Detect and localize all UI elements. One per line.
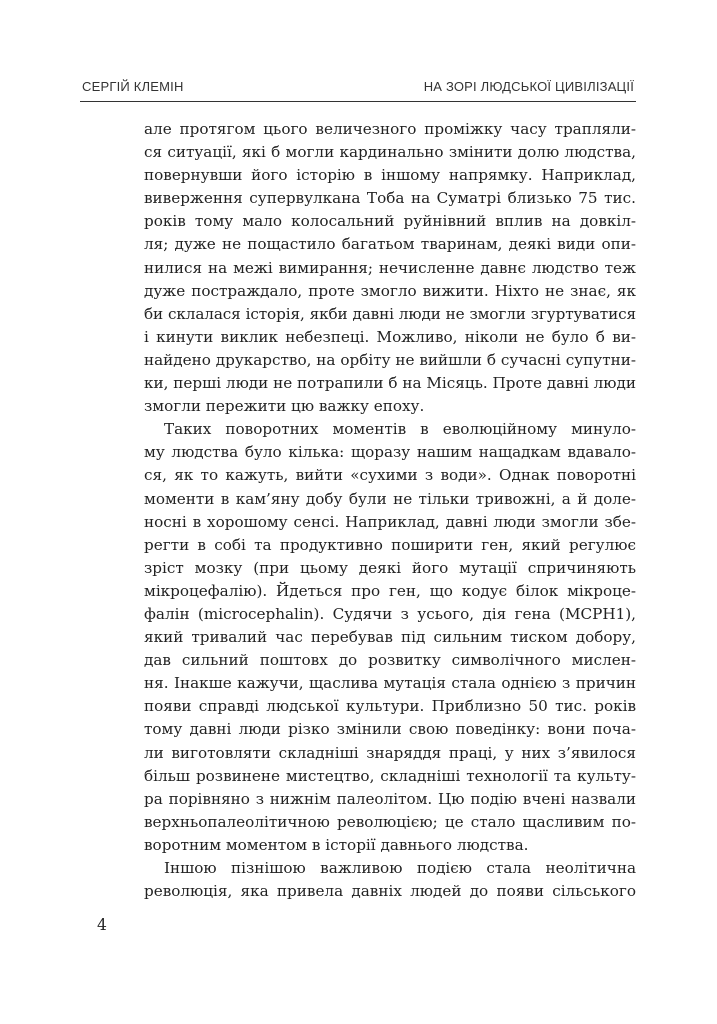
- text-line: ся, як то кажуть, вийти «сухими з води». Однак поворотні: [144, 466, 636, 485]
- running-head-title: НА ЗОРІ ЛЮДСЬКОЇ ЦИВІЛІЗАЦІЇ: [423, 79, 634, 94]
- text-line: який тривалий час перебував під сильним тиском добору,: [144, 628, 636, 647]
- text-line: воротним моментом в історії давнього людства.: [144, 835, 529, 854]
- text-line: носні в хорошому сенсі. Наприклад, давні люди змогли збе-: [144, 512, 636, 531]
- text-line: появи справді людської культури. Приблизно 50 тис. років: [144, 697, 636, 716]
- text-line: мікроцефалію). Йдеться про ген, що кодує білок мікроце-: [144, 581, 636, 600]
- text-line: і кинути виклик небезпеці. Можливо, ніколи не було б ви-: [144, 327, 636, 346]
- text-line: Таких поворотних моментів в еволюційному минуло-: [164, 420, 636, 439]
- text-line: ки, перші люди не потрапили б на Місяць. Проте давні люди: [144, 374, 636, 393]
- text-line: повернувши його історію в іншому напрямку. Наприклад,: [144, 166, 636, 185]
- page-number: 4: [97, 916, 107, 934]
- running-head-author: СЕРГІЙ КЛЕМІН: [82, 79, 184, 94]
- text-line: дав сильний поштовх до розвитку символічного мислен-: [144, 651, 636, 670]
- text-line: років тому мало колосальний руйнівний вплив на довкіл-: [144, 212, 636, 231]
- text-line: змогли пережити цю важку епоху.: [144, 397, 425, 416]
- text-line: дуже постраждало, проте змогло вижити. Ніхто не знає, як: [144, 281, 636, 300]
- text-line: му людства було кілька: щоразу нашим нащадкам вдавало-: [144, 443, 636, 462]
- text-line: регти в собі та продуктивно поширити ген, який регулює: [144, 535, 636, 554]
- text-line: але протягом цього величезного проміжку часу трапляли-: [144, 120, 636, 138]
- text-line: фалін (microcephalin). Судячи з усього, дія гена (MCPH1),: [144, 604, 636, 623]
- text-line: більш розвинене мистецтво, складніші технології та культу-: [144, 766, 636, 785]
- text-line: найдено друкарство, на орбіту не вийшли б сучасні супутни-: [144, 350, 636, 369]
- text-line: виверження супервулкана Тоба на Суматрі близько 75 тис.: [144, 189, 636, 208]
- text-line: нилися на межі вимирання; нечисленне давнє людство теж: [144, 258, 636, 277]
- text-line: верхньопалеолітичною революцією; це стало щасливим по-: [144, 812, 636, 831]
- text-line: ли виготовляти складніші знаряддя праці, у них з’явилося: [144, 743, 636, 762]
- text-line: зріст мозку (при цьому деякі його мутації спричиняють: [144, 558, 636, 577]
- text-line: моменти в кам’яну добу були не тільки тривожні, а й доле-: [144, 489, 636, 508]
- text-line: би склалася історія, якби давні люди не змогли згуртуватися: [144, 304, 636, 323]
- text-line: ня. Інакше кажучи, щаслива мутація стала однією з причин: [144, 674, 636, 693]
- running-head: [80, 79, 636, 97]
- text-line: ся ситуації, які б могли кардинально змінити долю людства,: [144, 143, 636, 162]
- text-line: Іншою пізнішою важливою подією стала неолітична: [164, 859, 636, 877]
- text-line: тому давні люди різко змінили свою поведінку: вони поча-: [144, 720, 636, 739]
- text-line: ля; дуже не пощастило багатьом тваринам, деякі види опи-: [144, 235, 636, 254]
- text-line: революція, яка привела давніх людей до появи сільського: [144, 882, 636, 901]
- text-line: ра порівняно з нижнім палеолітом. Цю подію вчені назвали: [144, 789, 636, 808]
- body-text: [144, 118, 636, 903]
- header-rule: [80, 101, 636, 102]
